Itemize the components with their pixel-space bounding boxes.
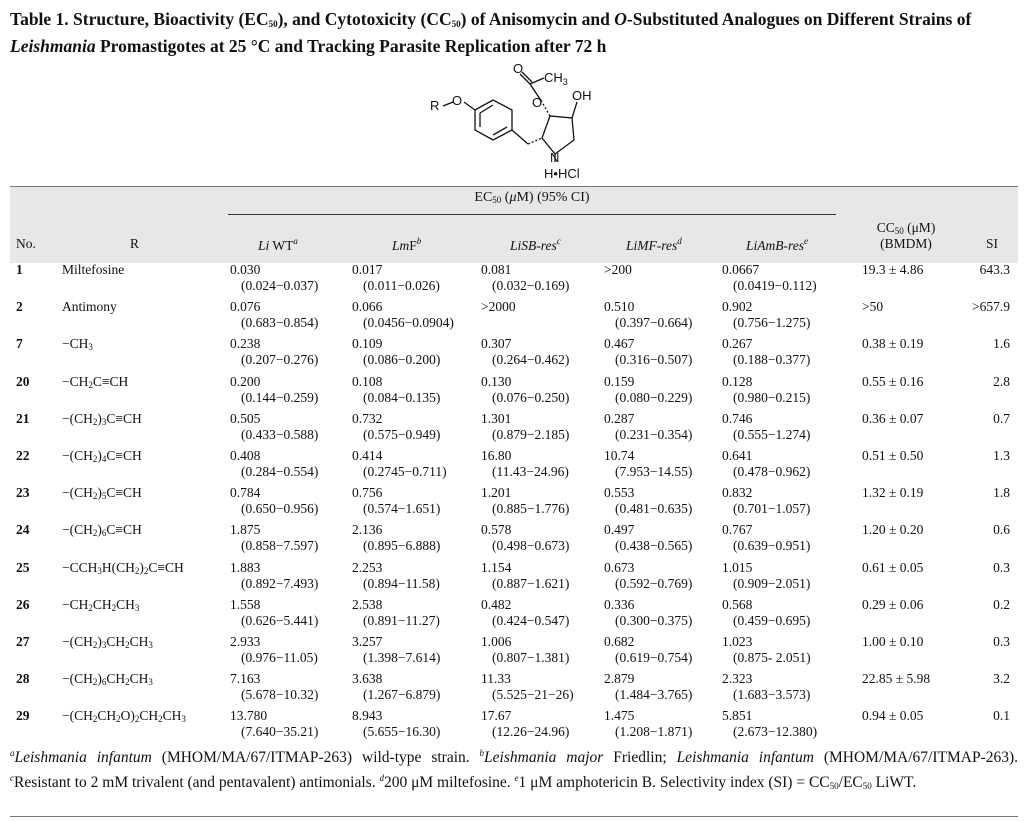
ec50-ci: (0.875- 2.051) <box>733 650 811 665</box>
ec50-value: 8.943 <box>352 708 383 724</box>
cc50-value: 0.29 ± 0.06 <box>862 596 924 612</box>
r-group-cell: $-(CH_2)_6C\equiv CH$ <box>62 522 142 539</box>
ec50-value: 0.414 <box>352 448 383 463</box>
ec50-ci: (0.438−0.565) <box>615 538 693 554</box>
cc50-value: 0.51 ± 0.50 <box>862 448 924 463</box>
col-header-liamb: LiAmB-res$^e$ <box>746 236 808 253</box>
caption-italic: O <box>614 9 627 29</box>
ec50-value: 0.408 <box>230 448 261 463</box>
ec50-value: 0.336 <box>604 596 635 612</box>
ester-oxygen-label: O <box>532 95 543 110</box>
carbonyl-oxygen-label: O <box>513 62 524 76</box>
ec50-ci: (0.892−7.493) <box>241 575 319 591</box>
caption-italic: Leishmania <box>10 36 96 56</box>
methyl-label: $CH_3$ <box>544 70 568 87</box>
ec50-value: 0.482 <box>481 596 512 612</box>
ec50-value: 5.851 <box>722 708 753 724</box>
ec50-value: 0.902 <box>722 299 753 315</box>
ec50-value: 0.159 <box>604 373 635 389</box>
ec50-ci: (0.207−0.276) <box>241 352 319 368</box>
caption-sub: 50 <box>268 19 278 29</box>
cc50-value: 22.85 ± 5.98 <box>862 671 931 687</box>
ec50-ci: (0.879−2.185) <box>492 426 570 442</box>
ec50-value: 0.200 <box>230 373 261 389</box>
si-value: 0.3 <box>993 559 1010 575</box>
si-value: 3.2 <box>993 671 1010 687</box>
ec50-value: 7.163 <box>230 671 261 687</box>
row-number: 22 <box>16 448 30 463</box>
col-header-lisb: LiSB-res$^c$ <box>510 236 561 253</box>
ec50-value: 0.510 <box>604 299 635 315</box>
chemical-structure <box>420 62 620 184</box>
ec50-value: 0.497 <box>604 522 635 538</box>
ec50-ci: (0.0456−0.0904) <box>363 315 454 331</box>
ec50-value: 1.883 <box>230 559 261 575</box>
ec50-ci: (1.484−3.765) <box>615 687 693 703</box>
ec50-value: 0.673 <box>604 559 635 575</box>
ec50-ci: (0.2745−0.711) <box>363 464 447 479</box>
ec50-ci: (0.575−0.949) <box>363 426 441 442</box>
ec50-value: 2.323 <box>722 671 753 687</box>
si-value: 0.6 <box>993 522 1010 538</box>
row-number: 24 <box>16 522 30 538</box>
cc50-value: 0.61 ± 0.05 <box>862 559 924 575</box>
cc50-value: >50 <box>862 299 884 315</box>
ec50-value: >200 <box>604 262 632 277</box>
ec50-value: 3.257 <box>352 634 383 649</box>
si-value: 1.8 <box>993 485 1010 501</box>
r-group-cell: $-CH_2C\equiv CH$ <box>62 373 129 390</box>
ec50-value: 0.307 <box>481 336 512 352</box>
ec50-ci: (0.683−0.854) <box>241 315 319 331</box>
cc50-value: 0.36 ± 0.07 <box>862 410 924 426</box>
ec50-ci: (0.807−1.381) <box>492 650 570 665</box>
r-group-cell: $-CCH_3H(CH_2)_2C\equiv CH$ <box>62 559 184 576</box>
ec50-value: 0.267 <box>722 336 753 352</box>
ec50-ci: (0.895−6.888) <box>363 538 441 554</box>
ec50-ci: (0.976−11.05) <box>241 650 318 665</box>
ec50-ci: (0.592−0.769) <box>615 575 693 591</box>
ec50-value: 0.756 <box>352 485 383 501</box>
cc50-value: 1.32 ± 0.19 <box>862 485 924 501</box>
row-number: 2 <box>16 299 23 315</box>
caption-text: ), and Cytotoxicity (CC <box>277 9 452 29</box>
si-value: 643.3 <box>979 262 1010 277</box>
ec50-value: 0.109 <box>352 336 383 352</box>
ec50-value: 0.467 <box>604 336 635 352</box>
ec50-ci: (0.894−11.58) <box>363 575 440 591</box>
ec50-ci: (0.626−5.441) <box>241 612 319 628</box>
ec50-ci: (0.024−0.037) <box>241 278 319 293</box>
ec50-value: 10.74 <box>604 448 635 463</box>
col-header-limf: LiMF-res$^d$ <box>626 236 682 253</box>
si-value: 2.8 <box>993 373 1010 389</box>
ec50-value: 1.006 <box>481 634 512 649</box>
ec50-value: 0.682 <box>604 634 635 649</box>
ec50-ci: (0.639−0.951) <box>733 538 811 554</box>
row-number: 20 <box>16 373 30 389</box>
ec50-ci: (0.980−0.215) <box>733 389 811 405</box>
hydroxyl-label: OH <box>572 88 592 103</box>
ec50-value: 2.253 <box>352 559 383 575</box>
ec50-value: 0.568 <box>722 596 753 612</box>
r-group-cell: $-(CH_2CH_2O)_2CH_2CH_3$ <box>62 708 186 725</box>
r-group-cell: $-CH_3$ <box>62 336 93 353</box>
r-group-cell: $-(CH_2)_4C\equiv CH$ <box>62 448 142 464</box>
row-number: 27 <box>16 634 30 649</box>
col-header-lmf: LmF$^b$ <box>392 236 422 253</box>
ec50-value: 1.023 <box>722 634 753 649</box>
ec50-ci: (0.433−0.588) <box>241 426 319 442</box>
table-bottom-rule <box>10 816 1018 817</box>
ec50-ci: (2.673−12.380) <box>733 724 818 740</box>
ec50-ci: (0.498−0.673) <box>492 538 570 554</box>
ec50-ci: (1.398−7.614) <box>363 650 441 665</box>
row-number: 23 <box>16 485 30 501</box>
row-number: 21 <box>16 410 30 426</box>
ec50-ci: (0.284−0.554) <box>241 464 319 479</box>
col-header-r: R <box>130 236 140 251</box>
ec50-ci: (0.619−0.754) <box>615 650 693 665</box>
ec50-ci: (0.858−7.597) <box>241 538 319 554</box>
col-header-cc50: $CC_{50}$ (μM) (BMDM) <box>876 220 936 251</box>
caption-text: Promastigotes at 25 °C and Tracking Parasite Replication after 72 h <box>95 36 607 56</box>
ec50-value: 0.108 <box>352 373 383 389</box>
si-value: 1.6 <box>993 336 1010 352</box>
cc50-value: 0.94 ± 0.05 <box>862 708 924 724</box>
caption-text: ) of Anisomycin and <box>460 9 615 29</box>
ec50-value: 0.130 <box>481 373 512 389</box>
ec50-value: 0.505 <box>230 410 261 426</box>
ec50-value: 0.0667 <box>722 262 760 277</box>
ec50-ci: (0.756−1.275) <box>733 315 811 331</box>
ec50-ci: (12.26−24.96) <box>492 724 570 740</box>
ec50-ci: (7.953−14.55) <box>615 464 693 479</box>
ec50-value: 0.553 <box>604 485 635 501</box>
ec50-value: 0.081 <box>481 262 512 277</box>
ec50-ci: (0.084−0.135) <box>363 389 441 405</box>
si-value: >657.9 <box>972 299 1010 315</box>
ec50-value: 13.780 <box>230 708 268 724</box>
table-footnotes: $^a$Leishmania infantum (MHOM/MA/67/ITMAP-263) wild-type strain. $^b$Leishmania major Friedlin; Leishmania infantum (MHOM/MA/67/ITMAP-263). $^c$Resistant to 2 mM trivalent (and pentavalent) antimonials. $^d$200 μM miltefosine. $^e$1 μM amphotericin B. Selectivity index $(SI) = CC_{50}/EC_{50}$ LiWT. <box>10 748 1019 791</box>
r-group-cell: $-CH_2CH_2CH_3$ <box>62 596 140 613</box>
ec50-value: 0.578 <box>481 522 512 538</box>
ec50-value: 0.784 <box>230 485 261 501</box>
ec50-ci: (0.264−0.462) <box>492 352 570 368</box>
caption-text: Table 1. Structure, Bioactivity (EC <box>10 9 269 29</box>
ec50-ci: (0.650−0.956) <box>241 501 319 517</box>
ec50-value: 0.238 <box>230 336 261 352</box>
col-header-liwt: Li $WT^a$ <box>258 236 298 253</box>
ec50-group-rule <box>228 214 836 215</box>
ec50-value: 0.017 <box>352 262 383 277</box>
ec50-value: 1.201 <box>481 485 512 501</box>
ec50-ci: (1.267−6.879) <box>363 687 441 703</box>
ec50-group-header: $EC_{50}$ (μM) (95% CI) <box>474 190 590 205</box>
ec50-ci: (0.300−0.375) <box>615 612 693 628</box>
r-group-label: R <box>430 98 440 113</box>
table-caption <box>10 8 1020 57</box>
row-number: 25 <box>16 559 30 575</box>
caption-sub: 50 <box>451 19 461 29</box>
ec50-value: 0.287 <box>604 410 635 426</box>
ec50-value: 1.475 <box>604 708 635 724</box>
ec50-ci: (0.032−0.169) <box>492 278 570 293</box>
ec50-value: 2.879 <box>604 671 635 687</box>
row-number: 29 <box>16 708 30 724</box>
ec50-ci: (5.655−16.30) <box>363 724 441 740</box>
ec50-value: 2.538 <box>352 596 383 612</box>
ec50-ci: (1.208−1.871) <box>615 724 693 740</box>
ec50-ci: (0.891−11.27) <box>363 612 440 628</box>
ec50-value: 1.558 <box>230 596 261 612</box>
row-number: 1 <box>16 262 23 277</box>
ec50-value: 0.732 <box>352 410 383 426</box>
ec50-ci: (0.231−0.354) <box>615 426 693 442</box>
nitrogen-label: N <box>550 150 560 165</box>
col-header-si: SI <box>986 236 999 251</box>
row-number: 28 <box>16 671 30 687</box>
ec50-value: 1.154 <box>481 559 512 575</box>
ec50-ci: (0.188−0.377) <box>733 352 811 368</box>
ec50-ci: (0.701−1.057) <box>733 501 811 517</box>
ec50-value: 16.80 <box>481 448 512 463</box>
col-header-no: No. <box>16 236 36 251</box>
ec50-value: 0.832 <box>722 485 753 501</box>
ec50-ci: (0.316−0.507) <box>615 352 693 368</box>
cc50-value: 1.00 ± 0.10 <box>862 634 924 649</box>
ec50-ci: (0.481−0.635) <box>615 501 693 517</box>
ec50-value: >2000 <box>481 299 516 315</box>
si-value: 0.2 <box>993 596 1010 612</box>
ec50-value: 0.746 <box>722 410 753 426</box>
r-group-cell: Miltefosine <box>62 262 125 277</box>
ether-oxygen-label: O <box>452 93 463 108</box>
ec50-ci: (0.478−0.962) <box>733 464 811 479</box>
row-number: 26 <box>16 596 30 612</box>
ec50-ci: (11.43−24.96) <box>492 464 569 479</box>
hcl-salt-label: H•HCl <box>544 166 580 181</box>
si-value: 1.3 <box>993 448 1010 463</box>
ec50-value: 2.933 <box>230 634 261 649</box>
ec50-ci: (0.574−1.651) <box>363 501 441 517</box>
ec50-ci: (0.011−0.026) <box>363 278 440 293</box>
ec50-value: 1.875 <box>230 522 261 538</box>
ec50-value: 11.33 <box>481 671 511 687</box>
ec50-value: 17.67 <box>481 708 512 724</box>
r-group-cell: Antimony <box>62 299 117 315</box>
row-number: 7 <box>16 336 23 352</box>
si-value: 0.3 <box>993 634 1010 649</box>
r-group-cell: $-(CH_2)_3CH_2CH_3$ <box>62 634 153 650</box>
ec50-ci: (0.555−1.274) <box>733 426 811 442</box>
ec50-ci: (0.885−1.776) <box>492 501 570 517</box>
ec50-value: 3.638 <box>352 671 383 687</box>
ec50-ci: (0.459−0.695) <box>733 612 811 628</box>
ec50-value: 0.128 <box>722 373 753 389</box>
cc50-value: 0.55 ± 0.16 <box>862 373 924 389</box>
r-group-cell: $-(CH_2)_6CH_2CH_3$ <box>62 671 153 688</box>
ec50-value: 0.641 <box>722 448 753 463</box>
cc50-value: 1.20 ± 0.20 <box>862 522 924 538</box>
ec50-ci: (0.144−0.259) <box>241 389 319 405</box>
ec50-ci: (0.0419−0.112) <box>733 278 817 293</box>
ec50-value: 0.076 <box>230 299 261 315</box>
ec50-ci: (0.424−0.547) <box>492 612 570 628</box>
ec50-value: 1.015 <box>722 559 753 575</box>
ec50-ci: (7.640−35.21) <box>241 724 319 740</box>
ec50-value: 1.301 <box>481 410 512 426</box>
ec50-value: 0.066 <box>352 299 383 315</box>
ec50-ci: (5.678−10.32) <box>241 687 319 703</box>
ec50-ci: (0.086−0.200) <box>363 352 441 368</box>
ec50-ci: (0.909−2.051) <box>733 575 811 591</box>
r-group-cell: $-(CH_2)_3C\equiv CH$ <box>62 410 142 427</box>
si-value: 0.7 <box>993 410 1010 426</box>
ec50-ci: (0.076−0.250) <box>492 389 570 405</box>
ec50-ci: (0.080−0.229) <box>615 389 693 405</box>
si-value: 0.1 <box>993 708 1010 724</box>
r-group-cell: $-(CH_2)_5C\equiv CH$ <box>62 485 142 502</box>
ec50-ci: (0.397−0.664) <box>615 315 693 331</box>
caption-text: -Substituted Analogues on Different Strains of <box>626 9 972 29</box>
ec50-ci: (1.683−3.573) <box>733 687 811 703</box>
ec50-value: 0.767 <box>722 522 753 538</box>
cc50-value: 0.38 ± 0.19 <box>862 336 924 352</box>
cc50-value: 19.3 ± 4.86 <box>862 262 924 277</box>
ec50-value: 2.136 <box>352 522 383 538</box>
ec50-ci: (0.887−1.621) <box>492 575 570 591</box>
ec50-ci: (5.525−21−26) <box>492 687 574 703</box>
ec50-value: 0.030 <box>230 262 261 277</box>
